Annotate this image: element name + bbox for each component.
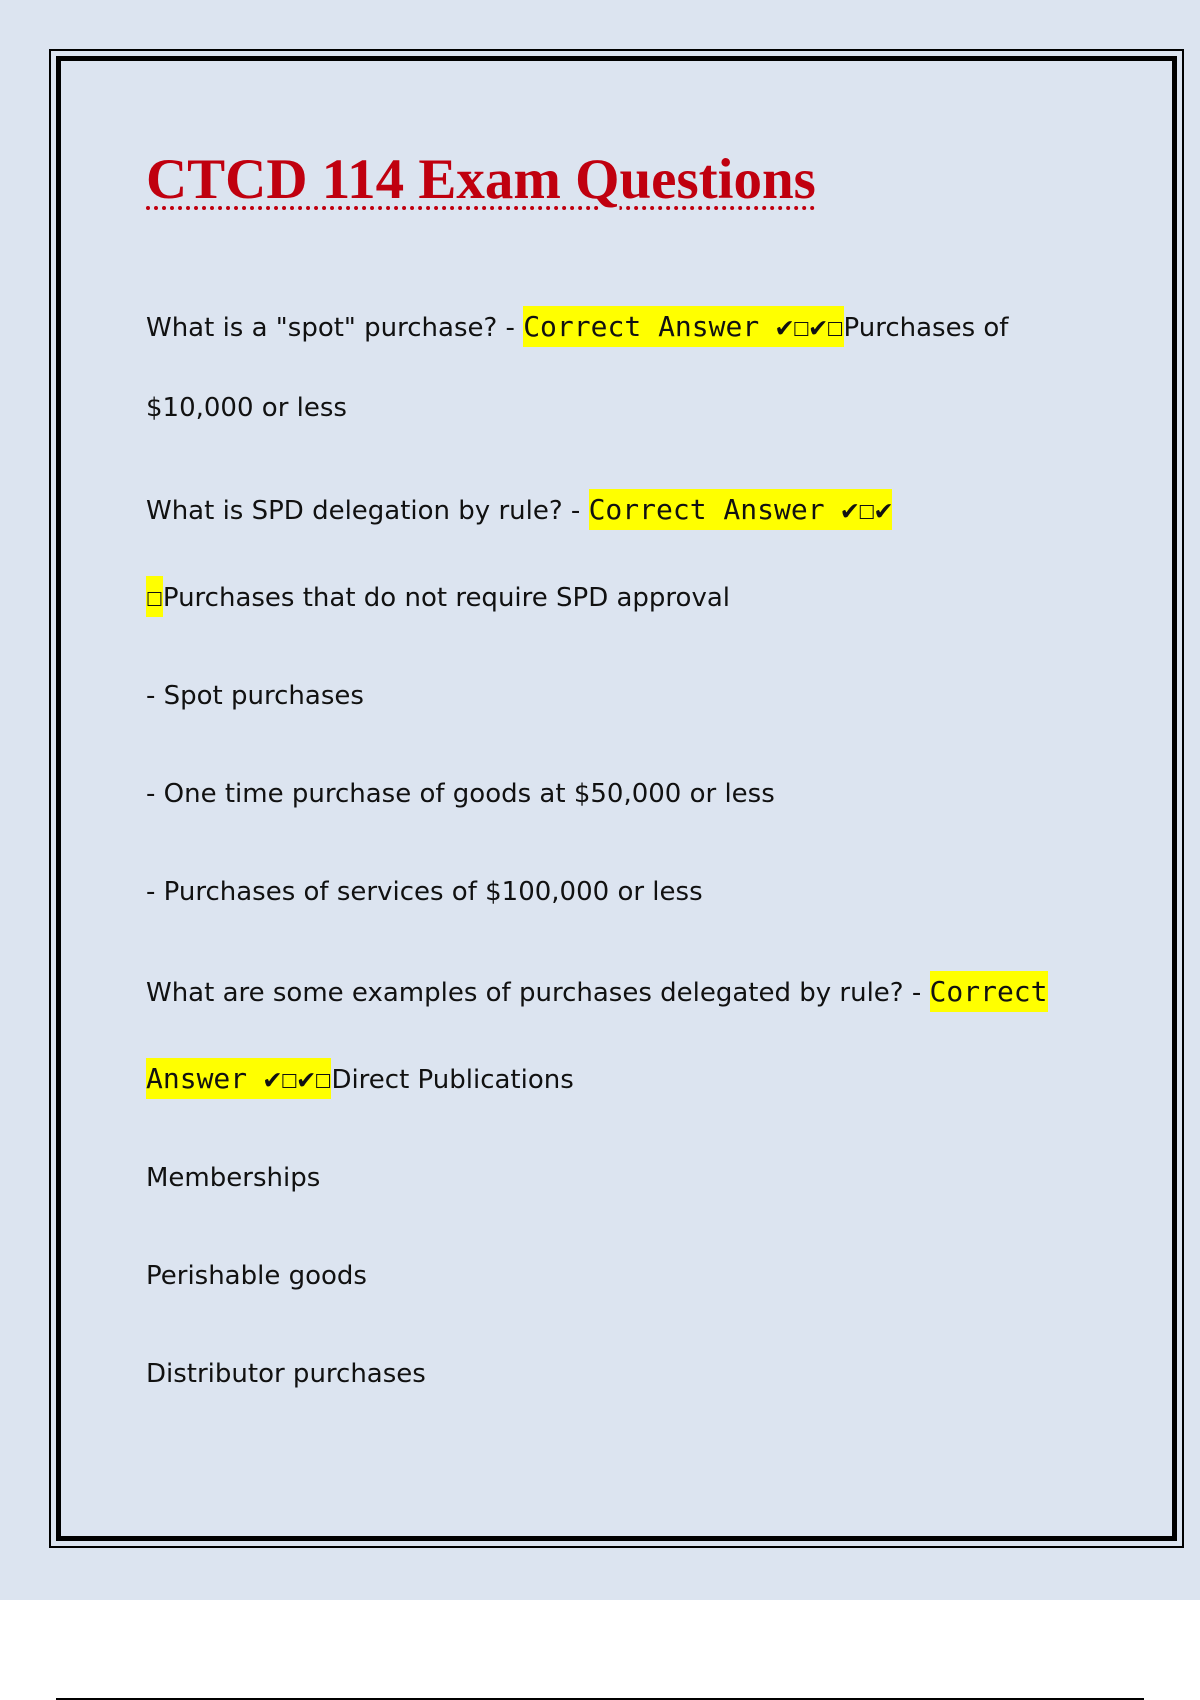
q2-line-2 bbox=[146, 580, 1136, 613]
q3-line-2 bbox=[146, 1062, 1136, 1095]
q1-line-1 bbox=[146, 310, 1136, 343]
q1-question: What is a "spot" purchase? - bbox=[146, 313, 524, 343]
q3-question: What are some examples of purchases delegated by rule? - bbox=[146, 978, 930, 1008]
q3-item: Distributor purchases bbox=[146, 1359, 426, 1389]
q2-answer-label-cont: ☐ bbox=[146, 576, 163, 617]
q1-answer-start: Purchases of bbox=[843, 313, 1009, 343]
q2-answer-start: Purchases that do not require SPD approval bbox=[162, 583, 730, 613]
q2-bullet: - Purchases of services of $100,000 or less bbox=[146, 877, 703, 907]
q3-item: Perishable goods bbox=[146, 1261, 367, 1291]
document-content bbox=[146, 140, 1136, 1389]
q2-bullet: - Spot purchases bbox=[146, 681, 364, 711]
q2-bullet: - One time purchase of goods at $50,000 or less bbox=[146, 779, 775, 809]
q1-answer-label: Correct Answer ✔☐✔☐ bbox=[523, 306, 843, 347]
q2-line-1 bbox=[146, 493, 1136, 526]
q3-answer-start: Direct Publications bbox=[331, 1065, 574, 1095]
q2-answer-label: Correct Answer ✔☐✔ bbox=[589, 489, 892, 530]
q3-answer-label-cont: Answer ✔☐✔☐ bbox=[146, 1058, 331, 1099]
q2-question: What is SPD delegation by rule? - bbox=[146, 496, 589, 526]
document-title: CTCD 114 Exam Questions bbox=[146, 148, 816, 211]
q1-answer-cont: $10,000 or less bbox=[146, 393, 347, 423]
q3-answer-label: Correct bbox=[930, 971, 1048, 1012]
q3-item: Memberships bbox=[146, 1163, 321, 1193]
q3-line-1 bbox=[146, 975, 1136, 1008]
